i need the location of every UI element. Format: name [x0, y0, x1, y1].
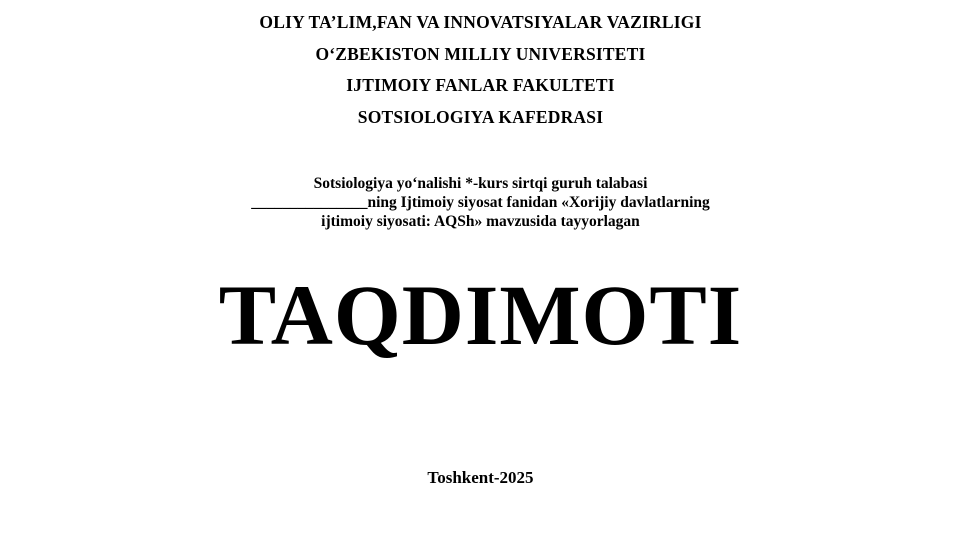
faculty-line: IJTIMOIY FANLAR FAKULTETI — [346, 75, 615, 95]
subtitle-line-3: ijtimoiy siyosati: AQSh» mavzusida tayyorlagan — [321, 212, 640, 230]
city-year-footer: Toshkent-2025 — [427, 468, 534, 487]
institution-header — [0, 14, 961, 126]
department-line: SOTSIOLOGIYA KAFEDRASI — [357, 106, 604, 127]
ministry-line: OLIY TA’LIM,FAN VA INNOVATSIYALAR VAZIRLIGI — [259, 12, 702, 32]
subtitle-line-2: _______________ning Ijtimoiy siyosat fanidan «Xorijiy davlatlarning — [251, 193, 710, 211]
page-title: TAQDIMOTI — [218, 267, 743, 363]
university-line: O‘ZBEKISTON MILLIY UNIVERSITETI — [315, 43, 646, 64]
subtitle-line-1: Sotsiologiya yo‘nalishi *-kurs sirtqi guruh talabasi — [313, 175, 648, 192]
student-subject-block — [0, 175, 961, 232]
title-container — [0, 267, 961, 363]
footer-container — [0, 468, 961, 488]
